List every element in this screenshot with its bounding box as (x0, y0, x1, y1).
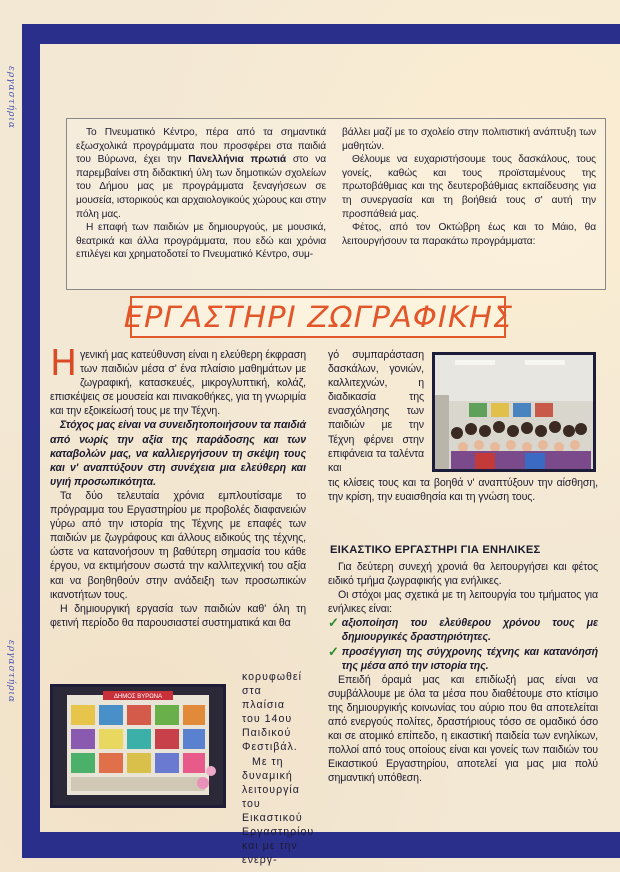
left-border-bar (22, 24, 40, 858)
side-label-bottom: εργαστήρια (6, 640, 16, 703)
intro-paragraph-1: Το Πνευματικό Κέντρο, πέρα από τα σημαντικά εξωσχολικά προγράμματα που προσφέρει στα παιδιά του Βύρωνα, έχει την Πανελλήνια πρωτιά στο να παρεμβαίνει στη διδακτική ύλη των δημοτικών σχολείων του Δήμου μας με προγράμματα ξεναγήσεων σε μουσεία, ιστορικούς και αρχαιολογικούς χώρους και στην πόλη μας. (76, 127, 326, 220)
intro-right-column (342, 126, 596, 248)
section-title-box (123, 296, 513, 338)
adults-section-title: ΕΙΚΑΣΤΙΚΟ ΕΡΓΑΣΤΗΡΙ ΓΙΑ ΕΝΗΛΙΚΕΣ (330, 544, 541, 556)
adults-paragraph-1: Για δεύτερη συνεχή χρονιά θα λειτουργήσει και φέτος ειδικό τμήμα ζωγραφικής για ενήλικες. (328, 561, 598, 588)
right-narrow-column (328, 348, 424, 475)
drop-cap: Η (50, 343, 77, 384)
main-paragraph-3: Τα δύο τελευταία χρόνια εμπλουτίσαμε το πρόγραμμα του Εργαστηρίου με προβολές διαφανειών γύρω από την ιστορία της Τέχνης με επαφές των παιδιών με ζωγράφους και άλλους ειδικούς της τέχνης, ώστε να κατανοήσουν τη βαθύτερη σημασία του κάθε έργου, να εκτιμήσουν σωστά την καλλιτεχνική του αξία και να βοηθηθούν στην ανάδειξη των προσωπικών ικανοτήτων τους. (50, 489, 306, 601)
checkmark-icon: ✓ (328, 615, 339, 631)
main-left-column (50, 343, 306, 630)
main-left-continuation (242, 670, 315, 867)
goal-item-1: ✓ αξιοποίηση του ελεύθερου χρόνου τους με δημιουργικές δραστηριότητες. (328, 615, 598, 644)
top-border-bar (22, 24, 620, 44)
intro-paragraph-2: Η επαφή των παιδιών με δημιουργούς, με μουσικά, θεατρικά και άλλα προγράμματα, που εδώ και χρόνια επιλέγει και χρηματοδοτεί το Πνευματικό Κέντρο, συμ- (76, 222, 326, 261)
adults-paragraph-3: Επειδή όραμά μας και επιδίωξή μας είναι να συμβάλλουμε με όλα τα μέσα που διαθέτουμε στο κτίσιμο της δημιουργικής κοινωνίας του αύριο που θα αποτελείται από ενεργούς πολίτες, δραστήριους τόσο σε ομαδικό όσο και σε ατομικό επίπεδο, η εικαστική παιδεία των ενηλίκων, πολλοί από τους οποίους είναι και γονείς των παιδιών του Εικαστικού Εργαστηρίου, αποτελεί για μας μια πολύ σημαντική υπόθεση. (328, 673, 598, 785)
main-paragraph-1: Η γενική μας κατεύθυνση είναι η ελεύθερη έκφραση των παιδιών μέσα σ' ένα πλαίσιο μαθημάτων με ζωγραφική, κατασκευές, μικρογλυπτική, κολάζ, επισκέψεις σε μουσεία και πινακοθήκες, για τη γνωριμία και την εξοικείωσή τους με την Τέχνη. (50, 343, 306, 418)
children-classroom-photo (432, 352, 596, 472)
goal-item-2: ✓ προσέγγιση της σύγχρονης τέχνης και κατανόησή της μέσα από την ιστορία της. (328, 643, 598, 672)
exhibition-banner-text: ΔΗΜΟΣ ΒΥΡΩΝΑ (113, 694, 163, 700)
intro-paragraph-3: βάλλει μαζί με το σχολείο στην πολιτιστική ανάπτυξη των μαθητών. (342, 127, 596, 152)
main-paragraph-5: Με τη δυναμική λειτουργία του Εικαστικού Εργαστηρίου και με την ενεργ- (242, 755, 315, 867)
adults-paragraph-2: Οι στόχοι μας σχετικά με τη λειτουργία του τμήματος για ενήλικες είναι: (328, 589, 598, 616)
main-paragraph-2: Στόχος μας είναι να συνειδητοποιήσουν τα παιδιά από νωρίς την αξία της παράδοσης και των καταβολών μας, να καλλιεργήσουν τη σκέψη τους και ν' αναπτύξουν στη συνέχεια μια ελεύθερη και υγιή προσωπικότητα. (50, 419, 306, 488)
main-paragraph-4: Η δημιουργική εργασία των παιδιών καθ' όλη τη φετινή περίοδο θα παρουσιαστεί συστηματικά και θα (50, 602, 306, 629)
right-paragraph-1-end: τις κλίσεις τους και τα βοηθά ν' αναπτύξουν την αίσθηση, την κρίση, την ευαισθησία και τη γνώση τους. (328, 477, 598, 504)
exhibition-photo (50, 684, 226, 808)
right-paragraph-1: γό συμπαράσταση δασκάλων, γονιών, καλλιτεχνών, η διαδικασία της ενασχόλησης των παιδιών με την Τέχνη φέρνει στην επιφάνεια τα ταλέντα και (328, 349, 424, 474)
bottom-border-bar (22, 832, 620, 858)
checkmark-icon: ✓ (328, 643, 339, 659)
exhibition-illustration (53, 687, 223, 805)
intro-paragraph-4: Θέλουμε να ευχαριστήσουμε τους δασκάλους, τους γονείς, καθώς και τους προϊσταμένους της πρωτοβάθμιας και της δευτεροβάθμιας εκπαίδευσης για τη συνεργασία και τη βοήθειά τους σ' αυτή την προσπάθειά μας. (342, 154, 596, 220)
section-title: ΕΡΓΑΣΤΗΡΙ ΖΩΓΡΑΦΙΚΗΣ (123, 300, 513, 334)
side-label-top: εργαστήρια (6, 66, 16, 129)
intro-paragraph-5: Φέτος, από τον Οκτώβρη έως και το Μάιο, θα λειτουργήσουν τα παρακάτω προγράμματα: (342, 222, 596, 247)
adults-section-body (328, 560, 598, 786)
main-paragraph-4-cont: κορυφωθεί στα πλαίσια του 14ου Παιδικού Φεστιβάλ. (242, 671, 302, 754)
intro-left-column (76, 126, 326, 262)
right-wide-column (328, 476, 598, 504)
classroom-illustration (435, 355, 593, 469)
